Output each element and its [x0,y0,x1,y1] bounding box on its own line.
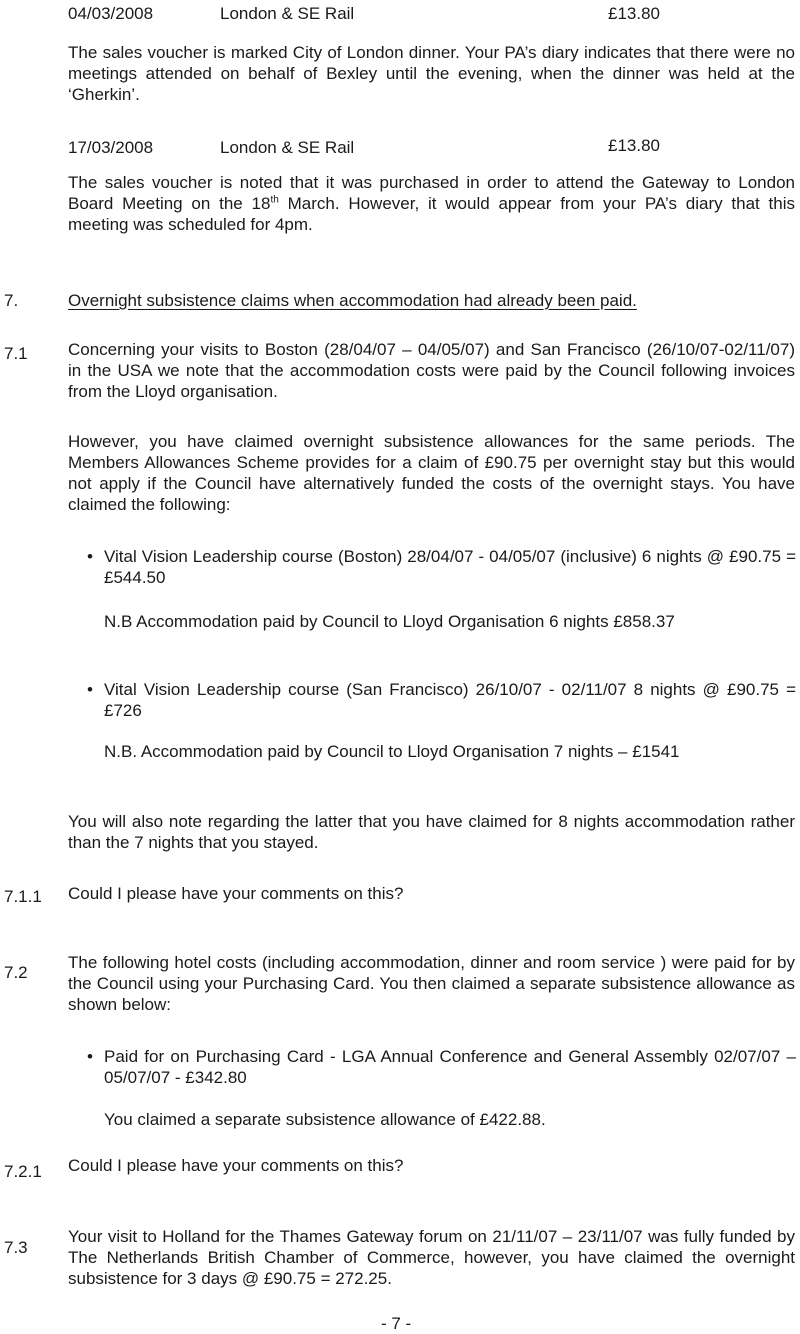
question: Could I please have your comments on this? [68,884,404,903]
section-number: 7. [4,291,19,310]
bullet-icon: • [87,547,93,566]
bullet-item [87,679,796,721]
bullet-note: N.B Accommodation paid by Council to Lloyd Organisation 6 nights £858.37 [104,612,675,631]
bullet-text: Vital Vision Leadership course (San Francisco) 26/10/07 - 02/11/07 8 nights @ £90.75 = £726 [104,680,796,720]
entry-date: 17/03/2008 [68,138,154,157]
bullet-note: N.B. Accommodation paid by Council to Lloyd Organisation 7 nights – £1541 [104,742,680,761]
entry-note: The sales voucher is noted that it was purchased in order to attend the Gateway to London Board Meeting on the 18th March. However, it would appear from your PA’s diary that this meeting was scheduled for 4pm. [68,173,795,234]
page-number: - 7 - [381,1314,412,1333]
section-heading: Overnight subsistence claims when accommodation had already been paid. [68,291,637,310]
paragraph: Your visit to Holland for the Thames Gateway forum on 21/11/07 – 23/11/07 was fully funded by The Netherlands British Chamber of Commerce, however, you have claimed the overnight subsistence for 3 days @ £90.75 = 272.25. [68,1227,795,1288]
entry-amount: £13.80 [608,4,660,23]
bullet-icon: • [87,680,93,699]
bullet-text: Paid for on Purchasing Card - LGA Annual Conference and General Assembly 02/07/07 – 05/07/07 - £342.80 [104,1047,796,1087]
paragraph: Concerning your visits to Boston (28/04/07 – 04/05/07) and San Francisco (26/10/07-02/11/07) in the USA we note that the accommodation costs were paid by the Council following invoices from the Lloyd organisation. [68,340,795,401]
paragraph: However, you have claimed overnight subsistence allowances for the same periods. The Members Allowances Scheme provides for a claim of £90.75 per overnight stay but this would not apply if the Council have alternatively funded the costs of the overnight stays. You have claimed the following: [68,432,795,514]
section-number: 7.2.1 [4,1162,42,1181]
entry-note: The sales voucher is marked City of London dinner. Your PA’s diary indicates that there were no meetings attended on behalf of Bexley until the evening, when the dinner was held at the ‘Gherkin’. [68,43,795,104]
entry-description: London & SE Rail [220,4,355,23]
entry-description: London & SE Rail [220,138,355,157]
section-number: 7.1 [4,344,28,363]
section-number: 7.1.1 [4,887,42,906]
paragraph: The following hotel costs (including accommodation, dinner and room service ) were paid for by the Council using your Purchasing Card. You then claimed a separate subsistence allowance as shown below: [68,953,795,1014]
question: Could I please have your comments on this? [68,1156,404,1175]
bullet-item [87,546,796,588]
entry-date: 04/03/2008 [68,4,154,23]
section-number: 7.2 [4,963,28,982]
section-number: 7.3 [4,1238,28,1257]
bullet-icon: • [87,1047,93,1066]
bullet-note: You claimed a separate subsistence allowance of £422.88. [104,1110,546,1129]
paragraph: You will also note regarding the latter that you have claimed for 8 nights accommodation rather than the 7 nights that you stayed. [68,812,795,852]
entry-amount: £13.80 [608,136,660,155]
bullet-item [87,1046,796,1088]
bullet-text: Vital Vision Leadership course (Boston) 28/04/07 - 04/05/07 (inclusive) 6 nights @ £90.75 = £544.50 [104,547,796,587]
